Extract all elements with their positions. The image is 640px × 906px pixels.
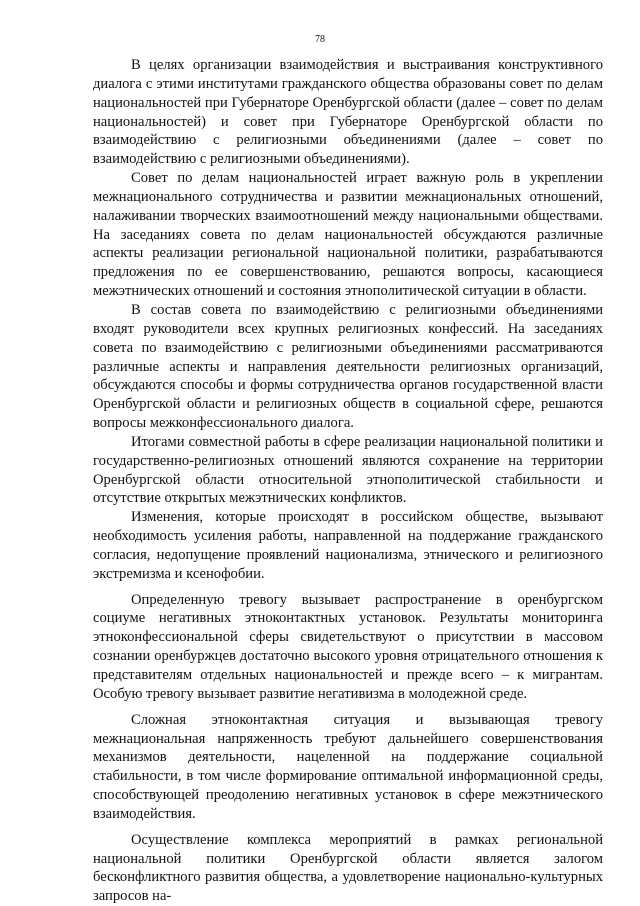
paragraph-nationalities-council: Совет по делам национальностей играет важную роль в укреплении межнационального сотрудничества и развитии межнациональных отношений, налаживании творческих взаимоотношений между национальными обществами. На заседаниях совета по делам национальностей обсуждаются различные аспекты реализации региональной национальной политики, разрабатываются предложения по ее совершенствованию, решаются вопросы, касающиеся межэтнических отношений и состояния этнополитической ситуации в области. <box>93 170 603 300</box>
paragraph-complex-situation: Сложная этноконтактная ситуация и вызывающая тревогу межнациональная напряженность требуют дальнейшего совершенствования механизмов деятельности, нацеленной на поддержание социальной стабильности, в том числе формирование оптимальной информационной среды, способствующей преодолению негативных установок в сфере межэтнического взаимодействия. <box>93 711 603 822</box>
body-text <box>93 56 603 906</box>
paragraph-changes: Изменения, которые происходят в российском обществе, вызывают необходимость усиления работы, направленной на поддержание гражданского согласия, недопущение проявлений национализма, этнического и религиозного экстремизма и ксенофобии. <box>93 509 603 582</box>
paragraph-concern: Определенную тревогу вызывает распространение в оренбургском социуме негативных этноконтактных установок. Результаты мониторинга этноконфессиональной сферы свидетельствуют о присутствии в массовом сознании оренбуржцев достаточно высокого уровня отрицательного отношения к представителям отдельных национальностей и прежде всего – к мигрантам. Особую тревогу вызывает развитие негативизма в молодежной среде. <box>93 591 603 702</box>
paragraph-councils-formation: В целях организации взаимодействия и выстраивания конструктивного диалога с этими институтами гражданского общества образованы совет по делам национальностей при Губернаторе Оренбургской области (далее – совет по делам национальностей) и совет при Губернаторе Оренбургской области по взаимодействию с религиозными объединениями (далее – совет по взаимодействию с религиозными объединениями). <box>93 57 603 168</box>
paragraph-implementation: Осуществление комплекса мероприятий в рамках региональной национальной политики Оренбургской области является залогом бесконфликтного развития общества, а удовлетворение национально-культурных запросов на- <box>93 831 603 905</box>
paragraph-religious-council: В состав совета по взаимодействию с религиозными объединениями входят руководители всех крупных религиозных конфессий. На заседаниях совета по взаимодействию с религиозными объединениями рассматриваются различные аспекты и направления деятельности религиозных организаций, обсуждаются способы и формы сотрудничества органов государственной власти Оренбургской области и религиозных обществ в социальной сфере, решаются вопросы межконфессионального диалога. <box>93 301 603 432</box>
paragraph-results: Итогами совместной работы в сфере реализации национальной политики и государственно-религиозных отношений являются сохранение на территории Оренбургской области относительной этнополитической стабильности и отсутствие открытых межэтнических конфликтов. <box>93 433 603 507</box>
page-number: 78 <box>315 34 325 45</box>
